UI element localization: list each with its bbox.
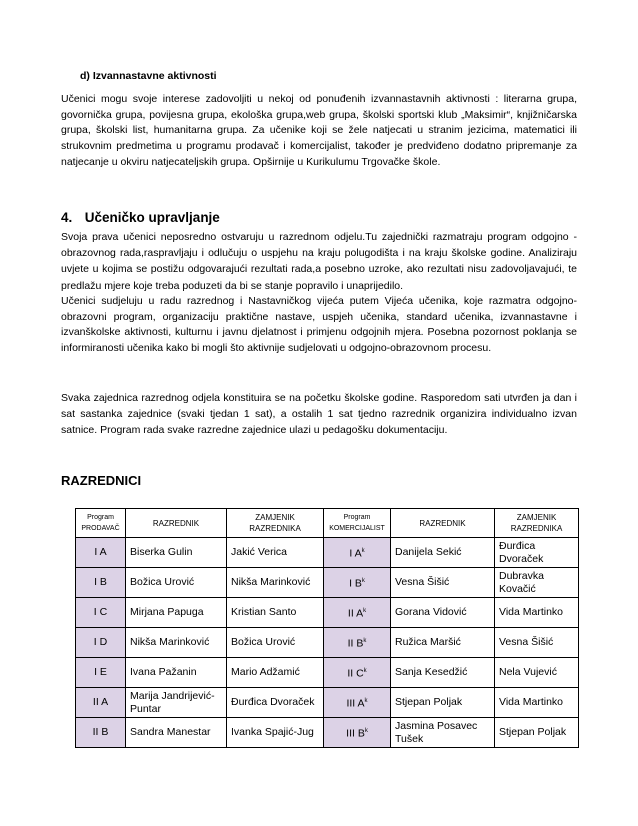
razrednici-table-body: [76, 538, 579, 748]
class-komercijalist-cell: [324, 538, 391, 568]
table-row: [76, 688, 579, 718]
razrednik-cell: Ružica Maršić: [391, 628, 495, 658]
zamjenik-cell: Božica Urović: [227, 628, 324, 658]
table-row: [76, 658, 579, 688]
section-4-title: Učeničko upravljanje: [84, 210, 220, 225]
class-komercijalist-cell: [324, 718, 391, 748]
zamjenik-cell: Vesna Šišić: [495, 628, 579, 658]
razrednik-cell: Jasmina Posavec Tušek: [391, 718, 495, 748]
zamjenik-cell: Stjepan Poljak: [495, 718, 579, 748]
zamjenik-cell: Vida Martinko: [495, 688, 579, 718]
zamjenik-cell: Nela Vujević: [495, 658, 579, 688]
class-label: III B: [346, 727, 365, 740]
table-row: [76, 538, 579, 568]
header-program-name: PRODAVAČ: [81, 525, 120, 532]
class-label: I B: [349, 577, 362, 590]
class-label: III A: [346, 697, 365, 710]
header-program-label: Program: [87, 514, 114, 521]
header-program-prodavac: [76, 509, 126, 538]
zamjenik-cell: Đurđica Dvoraček: [495, 538, 579, 568]
header-program-komercijalist: [324, 509, 391, 538]
razrednik-cell: Stjepan Poljak: [391, 688, 495, 718]
class-prodavac-cell: I E: [76, 658, 126, 688]
class-prodavac-cell: I D: [76, 628, 126, 658]
table-row: [76, 628, 579, 658]
header-program-label: Program: [343, 514, 371, 521]
section-d-heading: d) Izvannastavne aktivnosti: [80, 70, 217, 82]
class-prodavac-cell: II B: [76, 718, 126, 748]
razrednik-cell: Biserka Gulin: [126, 538, 227, 568]
header-razrednik: RAZREDNIK: [126, 509, 227, 538]
razrednik-cell: Nikša Marinković: [126, 628, 227, 658]
table-row: [76, 568, 579, 598]
razrednik-cell: Danijela Sekić: [391, 538, 495, 568]
class-label: II B: [347, 637, 364, 650]
section-4-paragraph-3: Svaka zajednica razrednog odjela konstituira se na početku školske godine. Rasporedom sati utvrđen ja dan i sat sastanka zajednice (svaki tjedan 1 sat), a ostalih 1 sat tjedno razrednik organizira individualno izvan satnice. Program rada svake razredne zajednice ulazi u pedagošku dokumentaciju.: [61, 392, 577, 437]
zamjenik-cell: Ivanka Spajić-Jug: [227, 718, 324, 748]
section-4-paragraph-2: Učenici sudjeluju u radu razrednog i Nastavničkog vijeća putem Vijeća učenika, koje razmatra odgojno- obrazovni program, organizaciju praktične nastave, uspjeh učenika, standard učenika, izvannastavne i izvanškolske aktivnosti, kulturnu i javnu djelatnost i primjenu odgojnih mjera. Posebna pozornost poklanja se informiranosti učenika kako bi mogli što aktivnije sudjelovati u odgojno-obrazovnom procesu.: [61, 295, 577, 354]
razrednik-cell: Marija Jandrijević-Puntar: [126, 688, 227, 718]
class-komercijalist-cell: [324, 568, 391, 598]
razrednik-cell: Sanja Kesedžić: [391, 658, 495, 688]
section-4-heading: [61, 210, 220, 225]
class-prodavac-cell: I B: [76, 568, 126, 598]
class-suffix: k: [363, 637, 367, 644]
header-razrednik: RAZREDNIK: [391, 509, 495, 538]
zamjenik-cell: Jakić Verica: [227, 538, 324, 568]
section-4-number: 4.: [61, 210, 73, 225]
zamjenik-cell: Nikša Marinković: [227, 568, 324, 598]
zamjenik-cell: Kristian Santo: [227, 598, 324, 628]
table-row: [76, 598, 579, 628]
class-label: I A: [349, 547, 362, 560]
section-4-paragraph-1: Svoja prava učenici neposredno ostvaruju u razrednom odjelu.Tu zajednički razmatraju program odgojno - obrazovnog rada,raspravljaju i odlučuju o uspjehu na kraju polugodišta i na kraju školske godine. Analiziraju uvjete u kojima se postižu odgovarajući rezultati rada,a posebno uzroke, ako rezultati nisu zadovoljavajući, te predlažu mjere koje treba poduzeti da bi se stanje popravilo i unaprijedilo.: [61, 231, 577, 292]
class-prodavac-cell: I A: [76, 538, 126, 568]
zamjenik-cell: Dubravka Kovačić: [495, 568, 579, 598]
razrednik-cell: Sandra Manestar: [126, 718, 227, 748]
class-komercijalist-cell: [324, 658, 391, 688]
table-header-row: [76, 509, 579, 538]
class-label: II C: [347, 667, 364, 680]
zamjenik-cell: Mario Adžamić: [227, 658, 324, 688]
class-suffix: k: [363, 667, 367, 674]
class-suffix: k: [364, 727, 368, 734]
class-prodavac-cell: II A: [76, 688, 126, 718]
class-suffix: k: [363, 607, 367, 614]
class-suffix: k: [361, 547, 365, 554]
razrednik-cell: Ivana Pažanin: [126, 658, 227, 688]
class-komercijalist-cell: [324, 688, 391, 718]
class-suffix: k: [364, 697, 368, 704]
razrednik-cell: Vesna Šišić: [391, 568, 495, 598]
header-zamjenik: ZAMJENIK RAZREDNIKA: [227, 509, 324, 538]
header-zamjenik: ZAMJENIK RAZREDNIKA: [495, 509, 579, 538]
class-label: II A: [347, 607, 364, 620]
section-d-text: Učenici mogu svoje interese zadovoljiti u nekoj od ponuđenih izvannastavnih aktivnosti : literarna grupa, govornička grupa, povijesna grupa, ekološka grupa,web grupa, školski sportski klub „Maksimir“, knjižničarska grupa, školski list, humanitarna grupa. Za učenike koji se žele natjecati u stranim jezicima, matematici ili strukovnim predmetima u programu prodavač i komercijalist, također je predviđeno dodatno pripremanje za natjecanje u okviru natjecateljskih grupa. Opširnije u Kurikulumu Trgovačke škole.: [61, 93, 577, 168]
header-program-name: KOMERCIJALIST: [329, 525, 385, 532]
class-prodavac-cell: I C: [76, 598, 126, 628]
zamjenik-cell: Vida Martinko: [495, 598, 579, 628]
razrednici-heading: RAZREDNICI: [61, 473, 142, 488]
table-row: [76, 718, 579, 748]
class-suffix: k: [361, 577, 365, 584]
class-komercijalist-cell: [324, 628, 391, 658]
razrednici-table: [75, 508, 579, 748]
class-komercijalist-cell: [324, 598, 391, 628]
razrednik-cell: Mirjana Papuga: [126, 598, 227, 628]
razrednik-cell: Gorana Vidović: [391, 598, 495, 628]
razrednik-cell: Božica Urović: [126, 568, 227, 598]
zamjenik-cell: Đurđica Dvoraček: [227, 688, 324, 718]
